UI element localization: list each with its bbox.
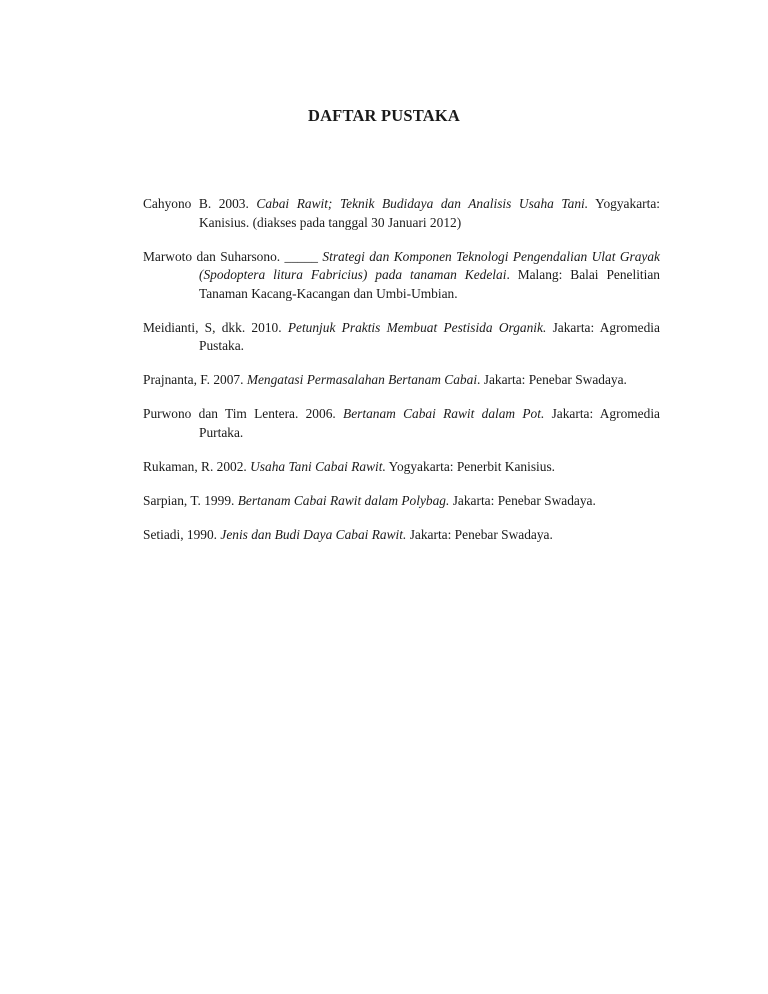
reference-title: Petunjuk Praktis Membuat Pestisida Organik. (287, 319, 547, 335)
reference-item (143, 492, 660, 511)
reference-item (143, 526, 660, 545)
reference-item (143, 458, 660, 477)
reference-item (143, 371, 660, 390)
reference-title: Strategi dan Komponen Teknologi Pengendalian Ulat Grayak (Spodoptera litura Fabricius) pada tanaman Kedelai (199, 248, 660, 282)
reference-publisher: . Malang: Balai Penelitian Tanaman Kacang-Kacangan dan Umbi-Umbian. (199, 267, 660, 301)
reference-item (143, 319, 660, 356)
reference-list (143, 195, 660, 560)
reference-publisher: . Jakarta: Penebar Swadaya. (477, 372, 627, 387)
reference-title: Usaha Tani Cabai Rawit. (250, 458, 386, 474)
reference-item (143, 405, 660, 442)
reference-item (143, 195, 660, 232)
reference-author-year: Meidianti, S, dkk. 2010. (143, 319, 288, 335)
reference-publisher: Yogyakarta: Penerbit Kanisius. (385, 458, 556, 474)
reference-author-year: Sarpian, T. 1999. (143, 492, 238, 508)
reference-title: Bertanam Cabai Rawit dalam Polybag. (237, 492, 450, 508)
reference-author-year: Rukaman, R. 2002. (143, 458, 251, 474)
reference-author-year: Purwono dan Tim Lentera. 2006. (143, 406, 344, 421)
reference-title: Mengatasi Permasalahan Bertanam Cabai (246, 372, 478, 387)
reference-author-year: Cahyono B. 2003. (143, 196, 257, 211)
reference-publisher: Jakarta: Agromedia Pustaka. (199, 319, 660, 353)
reference-publisher: Jakarta: Penebar Swadaya. (406, 526, 553, 542)
reference-publisher: Jakarta: Penebar Swadaya. (449, 492, 596, 508)
reference-title: Jenis dan Budi Daya Cabai Rawit. (220, 526, 407, 542)
reference-author-year: Prajnanta, F. 2007. (143, 372, 247, 387)
reference-publisher: Jakarta: Agromedia Purtaka. (199, 406, 660, 440)
reference-title: Cabai Rawit; Teknik Budidaya dan Analisis Usaha Tani. (256, 196, 589, 211)
reference-author-year: Setiadi, 1990. (143, 526, 221, 542)
reference-title: Bertanam Cabai Rawit dalam Pot. (343, 406, 545, 421)
reference-publisher: Yogyakarta: Kanisius. (diakses pada tanggal 30 Januari 2012) (199, 196, 660, 230)
reference-item (143, 248, 660, 304)
page-title: DAFTAR PUSTAKA (307, 106, 461, 125)
reference-author-year: Marwoto dan Suharsono. _____ (143, 248, 323, 264)
